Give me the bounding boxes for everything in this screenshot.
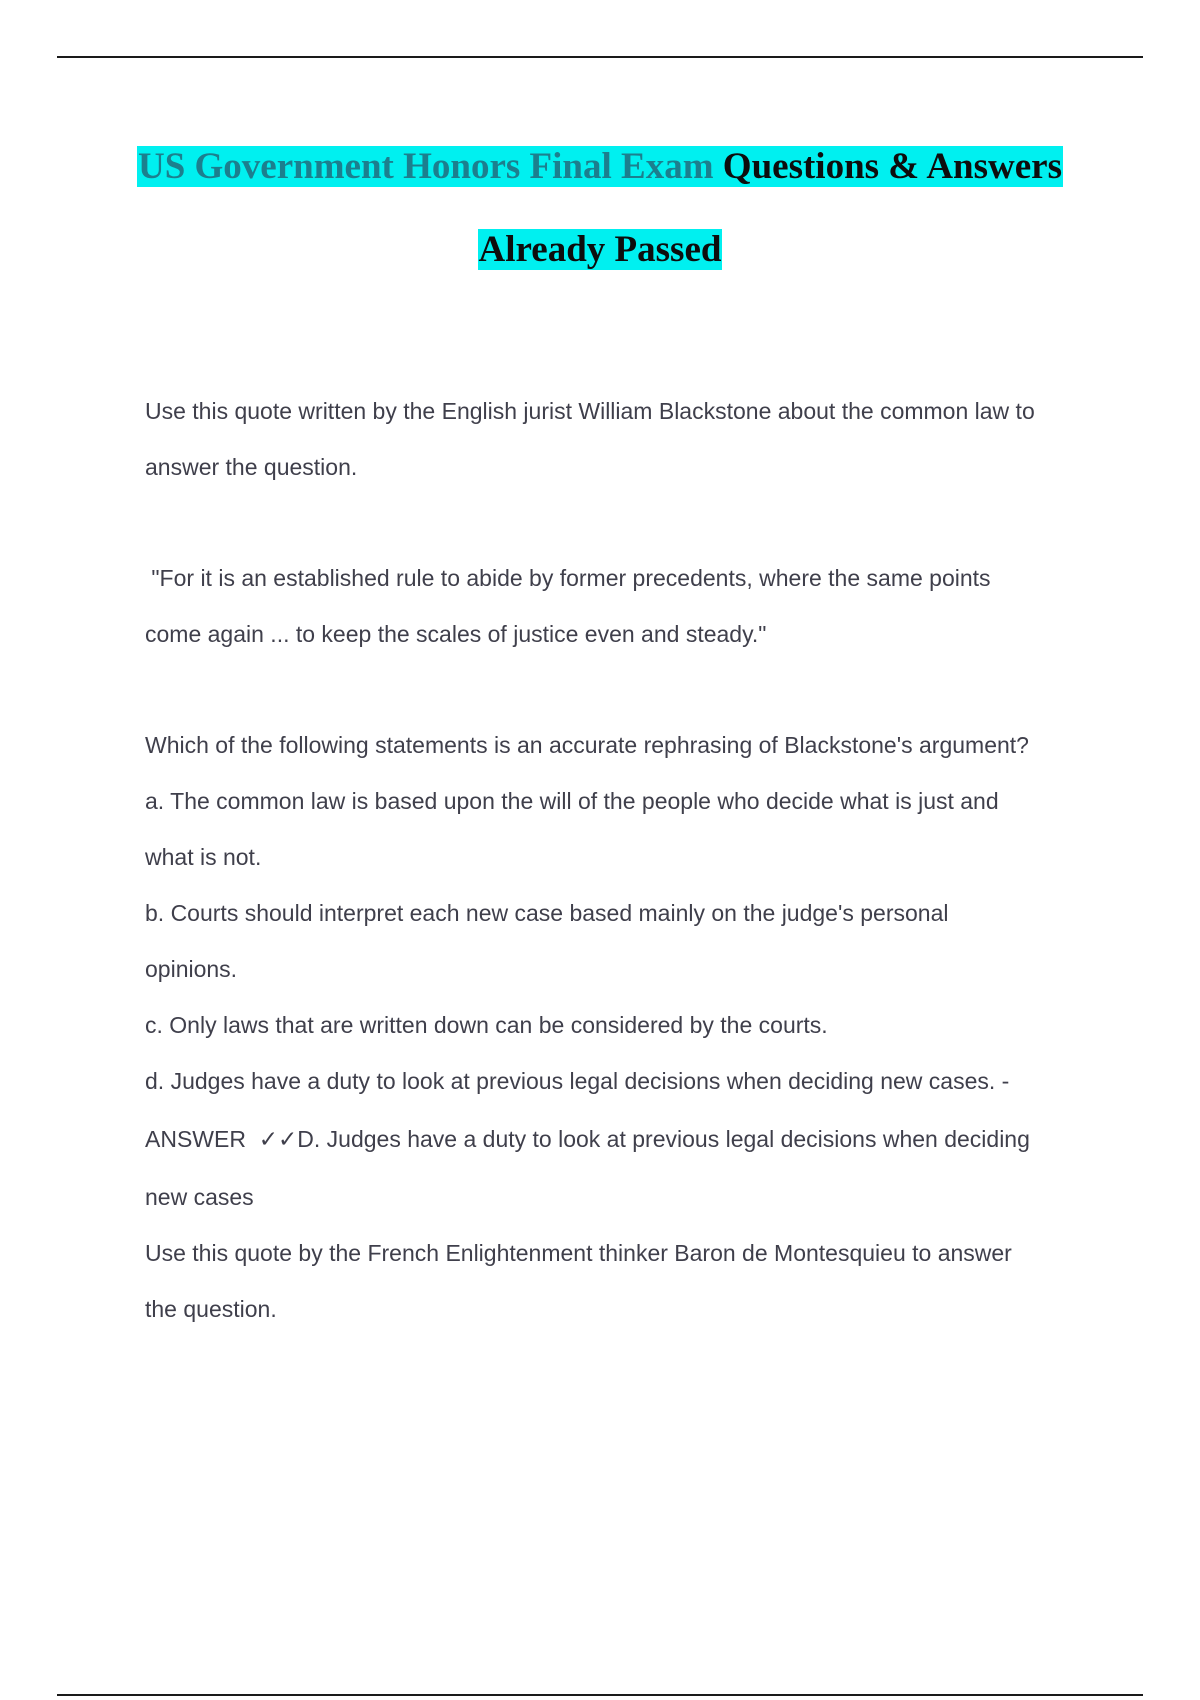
footer-rule bbox=[57, 1694, 1143, 1696]
title-part-1: US Government Honors Final Exam bbox=[137, 146, 714, 187]
next-intro-line-1: Use this quote by the French Enlightenment thinker Baron de Montesquieu to answer bbox=[145, 1240, 1012, 1266]
question-block bbox=[145, 717, 1085, 1337]
quote-line-2: come again ... to keep the scales of justice even and steady." bbox=[145, 621, 767, 647]
quote-line-1: "For it is an established rule to abide by former precedents, where the same points bbox=[145, 565, 991, 591]
answer-line-2: new cases bbox=[145, 1184, 254, 1210]
next-intro-line-2: the question. bbox=[145, 1296, 277, 1322]
title-part-2: Questions & Answers bbox=[722, 146, 1062, 187]
document-title-line-2 bbox=[0, 228, 1200, 272]
intro-paragraph bbox=[145, 383, 1085, 495]
intro-line-2: answer the question. bbox=[145, 454, 358, 480]
option-c: c. Only laws that are written down can be considered by the courts. bbox=[145, 1012, 828, 1038]
option-a-line-1: a. The common law is based upon the will of the people who decide what is just and bbox=[145, 788, 999, 814]
option-b-line-2: opinions. bbox=[145, 956, 238, 982]
header-rule bbox=[57, 56, 1143, 58]
question-prompt: Which of the following statements is an accurate rephrasing of Blackstone's argument? bbox=[145, 732, 1029, 758]
option-b-line-1: b. Courts should interpret each new case based mainly on the judge's personal bbox=[145, 900, 949, 926]
answer-line-1: ANSWER ✓✓D. Judges have a duty to look at previous legal decisions when deciding bbox=[145, 1126, 1030, 1152]
intro-line-1: Use this quote written by the English jurist William Blackstone about the common law to bbox=[145, 398, 1035, 424]
document-title-line-1 bbox=[0, 145, 1200, 189]
title-line-2: Already Passed bbox=[478, 229, 722, 270]
option-d: d. Judges have a duty to look at previous legal decisions when deciding new cases. - bbox=[145, 1068, 1010, 1094]
quote-paragraph bbox=[145, 550, 1085, 662]
option-a-line-2: what is not. bbox=[145, 844, 262, 870]
